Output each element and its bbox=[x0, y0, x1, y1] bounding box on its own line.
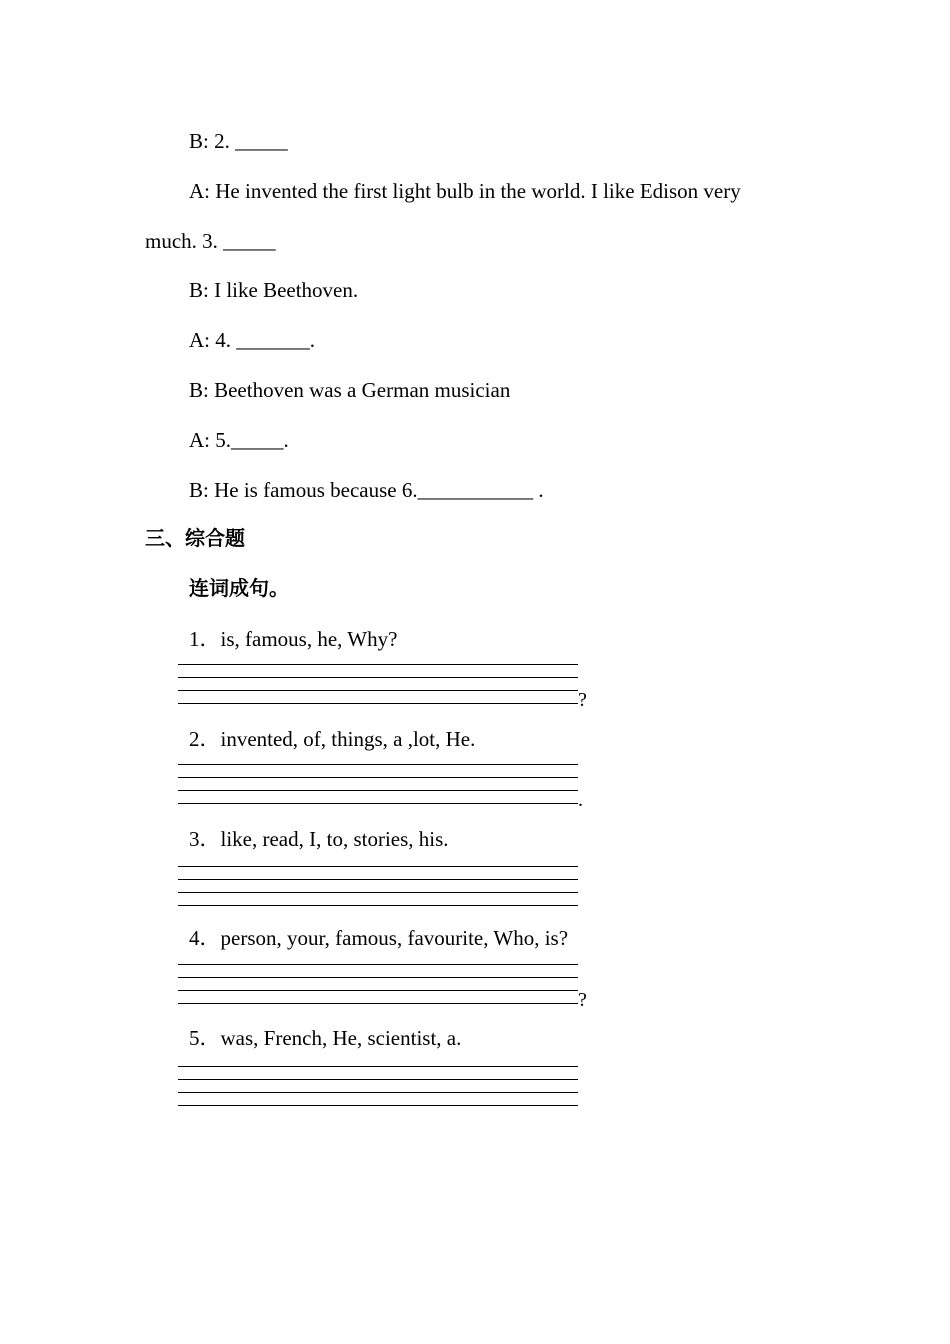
dialogue-line-continuation: much. 3. _____ bbox=[145, 229, 276, 253]
dialogue-line-b2: B: 2. _____ bbox=[189, 129, 288, 153]
section-title: 三、综合题 bbox=[145, 526, 245, 550]
answer-end-mark: ? bbox=[578, 689, 587, 711]
question-prompt: 2．invented, of, things, a ,lot, He. bbox=[189, 727, 476, 751]
dialogue-line-a5: A: 5._____. bbox=[189, 428, 289, 452]
answer-end-mark: ? bbox=[578, 989, 587, 1011]
dialogue-line-a-edison: A: He invented the first light bulb in the world. I like Edison very bbox=[189, 179, 741, 203]
section-instruction: 连词成句。 bbox=[189, 576, 289, 600]
dialogue-line-a4: A: 4. _______. bbox=[189, 328, 315, 352]
dialogue-line-b-beethoven: B: I like Beethoven. bbox=[189, 278, 359, 302]
dialogue-line-b-german: B: Beethoven was a German musician bbox=[189, 378, 511, 402]
question-prompt: 5．was, French, He, scientist, a. bbox=[189, 1026, 462, 1050]
question-prompt: 3．like, read, I, to, stories, his. bbox=[189, 827, 449, 851]
question-prompt: 4．person, your, famous, favourite, Who, is? bbox=[189, 926, 569, 950]
question-prompt: 1．is, famous, he, Why? bbox=[189, 627, 398, 651]
dialogue-line-b6: B: He is famous because 6.___________ . bbox=[189, 478, 544, 502]
answer-end-mark: . bbox=[578, 789, 583, 811]
